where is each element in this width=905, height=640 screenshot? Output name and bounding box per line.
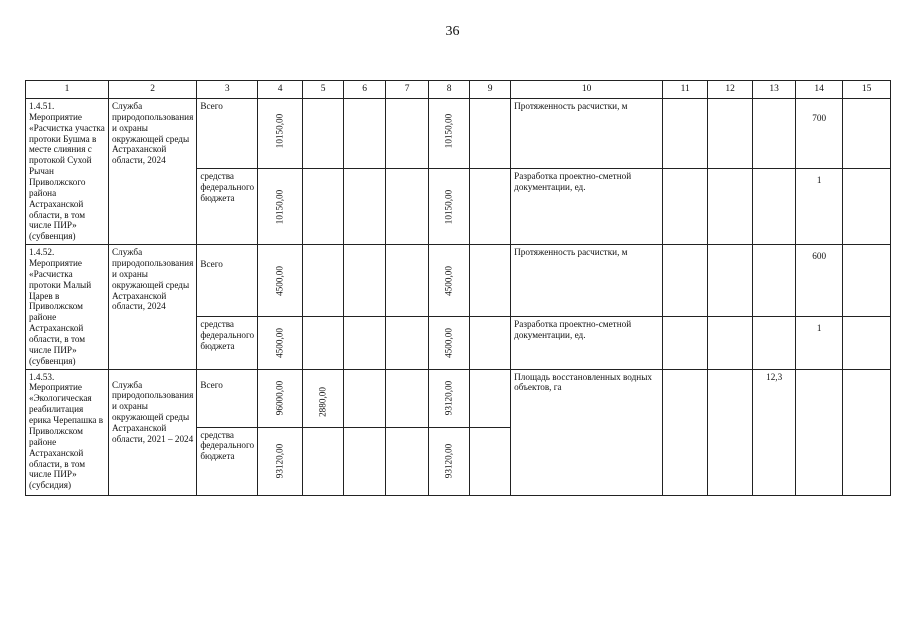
amount-cell-col5 (303, 169, 344, 245)
empty-cell (708, 245, 753, 317)
measure-title: Мероприятие «Расчистка протоки Малый Царев в Приволжском районе Астраханской области, в том числе ПИР» (субвенция) (29, 258, 92, 366)
empty-cell (843, 169, 891, 245)
value-cell-col14: 1 (796, 169, 843, 245)
header-cell: 7 (386, 81, 429, 99)
amount-cell-col4 (258, 369, 303, 427)
header-cell: 13 (753, 81, 796, 99)
empty-cell (708, 169, 753, 245)
executor-cell: Служба природопользования и охраны окружающей среды Астраханской области, 2024 (109, 245, 197, 369)
source-cell: средства федерального бюджета (197, 169, 258, 245)
amount-value: 4500,00 (274, 328, 285, 358)
amount-value: 4500,00 (443, 265, 454, 296)
value-cell-col14: 1 (796, 317, 843, 369)
empty-cell (386, 369, 429, 427)
header-cell: 8 (429, 81, 470, 99)
header-cell: 1 (26, 81, 109, 99)
value-cell-col13 (753, 99, 796, 169)
empty-cell (470, 245, 511, 317)
source-cell: Всего (197, 369, 258, 427)
measure-id: 1.4.52. (29, 247, 55, 258)
amount-value: 4500,00 (443, 328, 454, 358)
empty-cell (708, 369, 753, 495)
header-cell: 11 (663, 81, 708, 99)
amount-cell-col5 (303, 245, 344, 317)
empty-cell (708, 99, 753, 169)
amount-cell-col5 (303, 369, 344, 427)
executor-cell: Служба природопользования и охраны окружающей среды Астраханской области, 2024 (109, 99, 197, 245)
empty-cell (843, 99, 891, 169)
empty-cell (344, 99, 386, 169)
empty-cell (843, 245, 891, 317)
header-cell: 3 (197, 81, 258, 99)
amount-value: 4500,00 (274, 265, 285, 296)
source-cell: средства федерального бюджета (197, 427, 258, 495)
empty-cell (708, 317, 753, 369)
empty-cell (386, 245, 429, 317)
amount-value: 96000,00 (274, 380, 285, 416)
empty-cell (843, 369, 891, 495)
empty-cell (386, 99, 429, 169)
table-row (26, 99, 891, 169)
empty-cell (386, 427, 429, 495)
empty-cell (344, 245, 386, 317)
empty-cell (663, 369, 708, 495)
empty-cell (386, 317, 429, 369)
amount-value: 93120,00 (443, 380, 454, 416)
amount-value: 10150,00 (443, 113, 454, 149)
empty-cell (344, 169, 386, 245)
empty-cell (344, 317, 386, 369)
amount-value: 10150,00 (443, 189, 454, 224)
amount-cell-col5 (303, 317, 344, 369)
value-cell-col13 (753, 317, 796, 369)
value-cell-col14 (796, 369, 843, 495)
amount-value: 93120,00 (443, 443, 454, 479)
indicator-cell: Разработка проектно-сметной документации, ед. (511, 317, 663, 369)
amount-cell-col8 (429, 427, 470, 495)
source-cell: средства федерального бюджета (197, 317, 258, 369)
indicator-cell: Протяженность расчистки, м (511, 245, 663, 317)
amount-value: 10150,00 (274, 189, 285, 224)
empty-cell (663, 317, 708, 369)
empty-cell (470, 99, 511, 169)
empty-cell (386, 169, 429, 245)
measure-title: Мероприятие «Экологическая реабилитация ерика Черепашка в Приволжском районе Астраханской области, в том числе ПИР» (субсидия) (29, 382, 104, 491)
header-cell: 6 (344, 81, 386, 99)
executor-cell: Служба природопользования и охраны окружающей среды Астраханской области, 2021 – 2024 (109, 369, 197, 495)
measure-id: 1.4.53. (29, 371, 55, 382)
empty-cell (344, 369, 386, 427)
header-cell: 5 (303, 81, 344, 99)
amount-cell-col4 (258, 317, 303, 369)
empty-cell (843, 317, 891, 369)
empty-cell (344, 427, 386, 495)
empty-cell (470, 169, 511, 245)
table-row (26, 369, 891, 427)
amount-cell-col8 (429, 169, 470, 245)
empty-cell (470, 427, 511, 495)
empty-cell (663, 99, 708, 169)
amount-value: 10150,00 (274, 113, 285, 149)
indicator-cell: Площадь восстановленных водных объектов, га (511, 369, 663, 495)
indicator-cell: Разработка проектно-сметной документации, ед. (511, 169, 663, 245)
amount-cell-col4 (258, 99, 303, 169)
header-cell: 2 (109, 81, 197, 99)
value-cell-col14: 600 (796, 245, 843, 317)
header-cell: 12 (708, 81, 753, 99)
header-cell: 9 (470, 81, 511, 99)
measure-title: Мероприятие «Расчистка участка протоки Бушма в месте слияния с протокой Сухой Рычан Приволжского района Астраханской области, в том числе ПИР» (субвенция) (29, 111, 105, 242)
value-cell-col13 (753, 169, 796, 245)
amount-cell-col8 (429, 245, 470, 317)
amount-cell-col5 (303, 427, 344, 495)
amount-cell-col8 (429, 317, 470, 369)
amount-cell-col5 (303, 99, 344, 169)
value-cell-col13 (753, 245, 796, 317)
indicator-cell: Протяженность расчистки, м (511, 99, 663, 169)
value-cell-col13: 12,3 (753, 369, 796, 495)
source-cell: Всего (197, 245, 258, 317)
page-number: 36 (445, 24, 460, 39)
source-cell: Всего (197, 99, 258, 169)
empty-cell (470, 317, 511, 369)
measure-cell (26, 99, 109, 245)
value-cell-col14: 700 (796, 99, 843, 169)
header-cell: 10 (511, 81, 663, 99)
amount-value: 2880,00 (317, 386, 328, 417)
empty-cell (663, 245, 708, 317)
program-table (25, 80, 891, 496)
table-row (26, 245, 891, 317)
header-cell: 4 (258, 81, 303, 99)
header-cell: 14 (796, 81, 843, 99)
measure-cell (26, 369, 109, 495)
amount-cell-col4 (258, 245, 303, 317)
amount-cell-col8 (429, 99, 470, 169)
header-cell: 15 (843, 81, 891, 99)
empty-cell (470, 369, 511, 427)
measure-id: 1.4.51. (29, 101, 55, 111)
measure-cell (26, 245, 109, 369)
header-row (26, 81, 891, 99)
amount-cell-col4 (258, 169, 303, 245)
amount-cell-col4 (258, 427, 303, 495)
amount-cell-col8 (429, 369, 470, 427)
empty-cell (663, 169, 708, 245)
amount-value: 93120,00 (274, 443, 285, 479)
